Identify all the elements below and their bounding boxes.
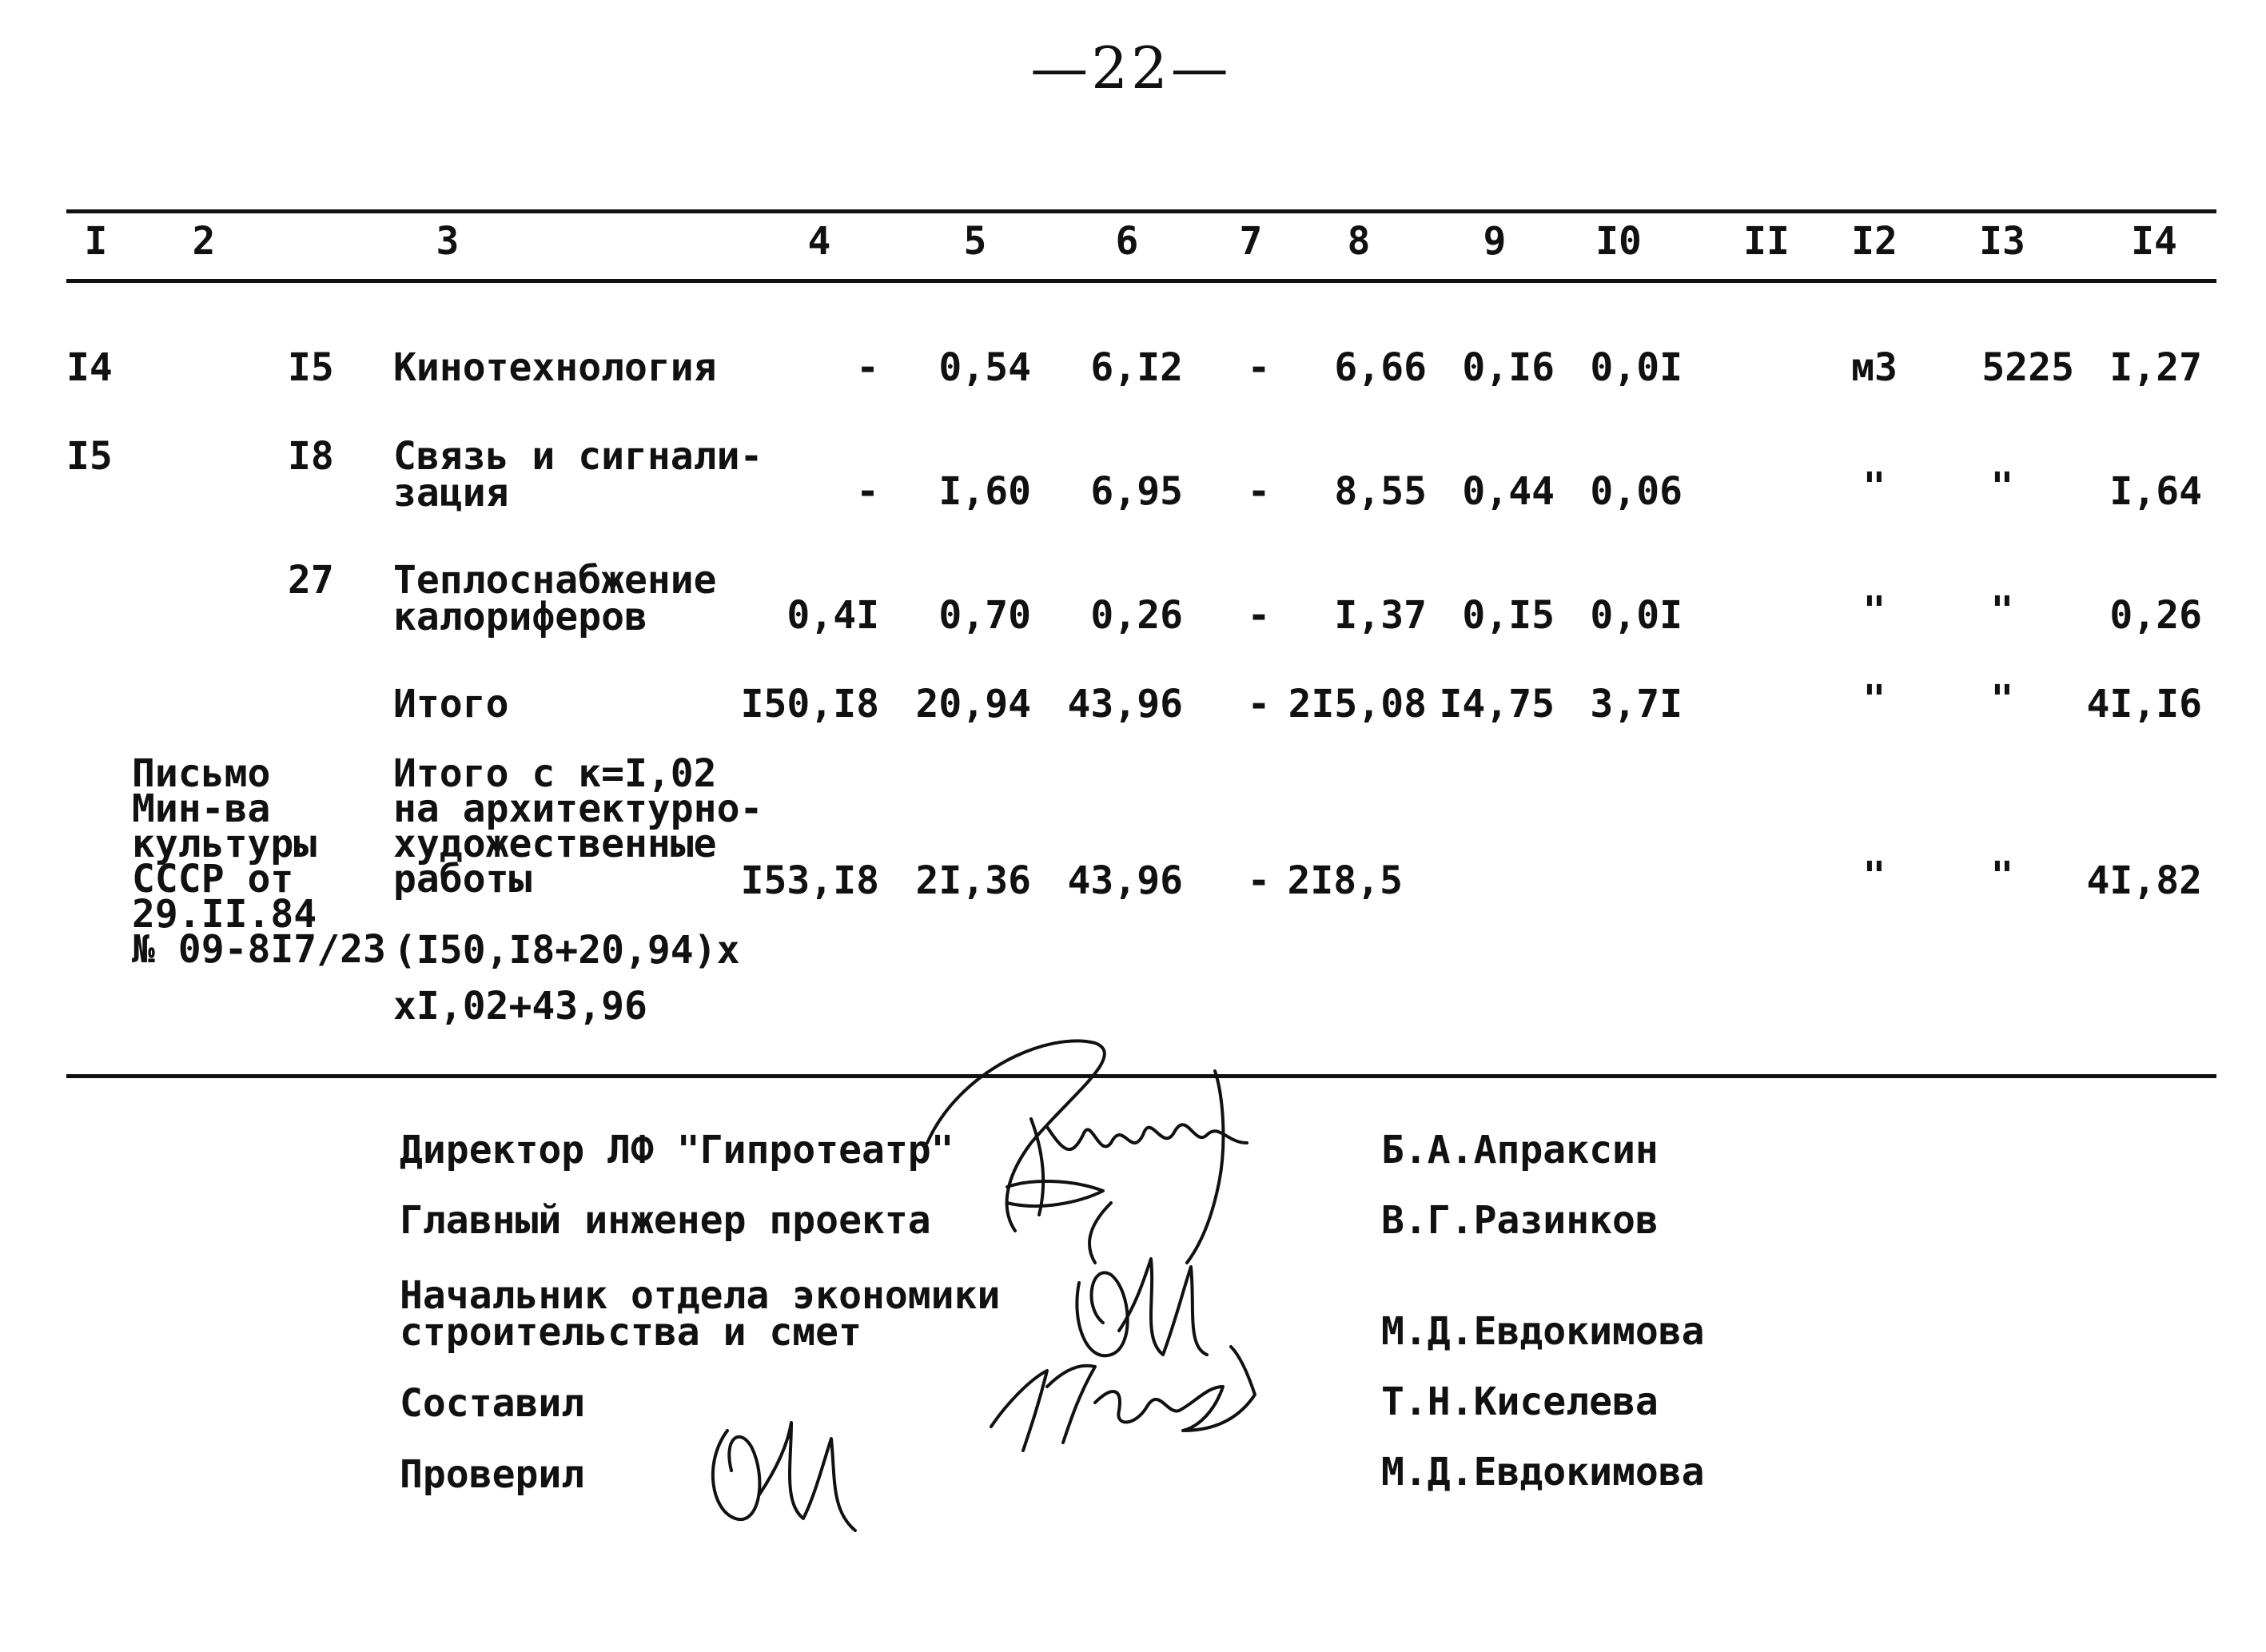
cell-col7: - (1247, 593, 1271, 638)
cell-col13: 5225 (1981, 345, 2074, 390)
cell-col6: 6,95 (1090, 469, 1183, 514)
cell-name: работы (393, 857, 532, 902)
cell-col5: 0,54 (938, 345, 1031, 390)
signatory-role: Директор ЛФ "Гипротеатр" (400, 1128, 954, 1172)
cell-col2: 27 (288, 558, 334, 603)
cell-formula: xI,02+43,96 (393, 984, 647, 1029)
signatory-name: М.Д.Евдокимова (1381, 1450, 1705, 1495)
cell-col7: - (1247, 682, 1271, 726)
cell-col5: I,60 (938, 469, 1031, 514)
cell-col14: I,64 (2109, 469, 2202, 514)
cell-col13: " (1990, 464, 2014, 509)
cell-formula: (I50,I8+20,94)x (393, 928, 740, 973)
page-number: —22— (1030, 34, 1232, 102)
cell-col12: " (1862, 464, 1886, 509)
cell-col6: 6,I2 (1090, 345, 1183, 390)
col-header-12: I2 (1851, 219, 1898, 264)
signatory-role: Начальник отдела экономики строительства и смет (400, 1273, 1001, 1355)
cell-col10: 0,0I (1590, 593, 1683, 638)
col-header-9: 9 (1483, 219, 1507, 264)
cell-name: Связь и сигнали- (393, 434, 763, 479)
cell-col7: - (1247, 858, 1271, 903)
col-header-1: I (84, 219, 108, 264)
cell-col5: 2I,36 (915, 858, 1031, 903)
cell-col9: 0,I6 (1462, 345, 1555, 390)
cell-name: Итого (393, 682, 509, 726)
cell-col10: 0,0I (1590, 345, 1683, 390)
cell-col14: 0,26 (2109, 593, 2202, 638)
cell-col1: I5 (66, 434, 113, 479)
cell-col14: 4I,I6 (2086, 682, 2202, 726)
col-header-13: I3 (1979, 219, 2025, 264)
cell-col4: I53,I8 (740, 858, 879, 903)
col-header-6: 6 (1115, 219, 1139, 264)
col-header-10: I0 (1595, 219, 1642, 264)
cell-col8: I,37 (1334, 593, 1427, 638)
cell-note: СССР от (132, 857, 294, 902)
signatory-name: В.Г.Разинков (1381, 1198, 1659, 1243)
cell-note: Письмо (132, 751, 271, 796)
signatory-role: Главный инженер проекта (400, 1198, 931, 1243)
cell-col12: " (1862, 588, 1886, 633)
cell-name: Итого с к=I,02 (393, 751, 717, 796)
cell-name: художественные (393, 822, 717, 866)
col-header-5: 5 (963, 219, 987, 264)
cell-col2: I8 (288, 434, 334, 479)
col-header-14: I4 (2131, 219, 2177, 264)
cell-col9: 0,I5 (1462, 593, 1555, 638)
cell-col9: I4,75 (1439, 682, 1555, 726)
cell-col7: - (1247, 469, 1271, 514)
col-header-3: 3 (436, 219, 460, 264)
cell-col12: м3 (1851, 345, 1898, 390)
cell-col9: 0,44 (1462, 469, 1555, 514)
checker-signature (695, 1407, 879, 1543)
table-top-rule (66, 209, 2216, 213)
cell-note: культуры (132, 822, 317, 866)
cell-col8: 2I8,5 (1287, 858, 1403, 903)
cell-name: Теплоснабжение (393, 558, 717, 603)
cell-col14: 4I,82 (2086, 858, 2202, 903)
cell-note: № 09-8I7/23 (132, 927, 386, 972)
cell-col13: " (1990, 677, 2014, 722)
cell-col6: 43,96 (1067, 858, 1183, 903)
signatory-name: М.Д.Евдокимова (1381, 1309, 1705, 1354)
cell-col8: 8,55 (1334, 469, 1427, 514)
cell-col13: " (1990, 854, 2014, 898)
cell-col8: 2I5,08 (1288, 682, 1427, 726)
cell-name: калориферов (393, 595, 647, 639)
cell-col10: 3,7I (1590, 682, 1683, 726)
cell-col6: 43,96 (1067, 682, 1183, 726)
cell-col12: " (1862, 677, 1886, 722)
cell-col6: 0,26 (1090, 593, 1183, 638)
cell-col4: 0,4I (787, 593, 879, 638)
cell-name: зация (393, 471, 509, 516)
cell-col4: - (856, 345, 879, 390)
cell-col10: 0,06 (1590, 469, 1683, 514)
compiler-signature (975, 1339, 1279, 1459)
cell-col8: 6,66 (1334, 345, 1427, 390)
cell-col14: I,27 (2109, 345, 2202, 390)
col-header-7: 7 (1239, 219, 1263, 264)
col-header-2: 2 (192, 219, 216, 264)
cell-note: 29.II.84 (132, 892, 317, 937)
cell-col2: I5 (288, 345, 334, 390)
table-header-rule (66, 279, 2216, 283)
cell-col5: 20,94 (915, 682, 1031, 726)
signatory-role: Проверил (400, 1452, 585, 1497)
cell-col13: " (1990, 588, 2014, 633)
cell-col4: I50,I8 (740, 682, 879, 726)
cell-col5: 0,70 (938, 593, 1031, 638)
cell-name: Кинотехнология (393, 345, 717, 390)
cell-col12: " (1862, 854, 1886, 898)
signatory-name: Б.А.Апраксин (1381, 1128, 1659, 1172)
col-header-8: 8 (1347, 219, 1371, 264)
signatory-name: Т.Н.Киселева (1381, 1379, 1659, 1424)
col-header-11: II (1743, 219, 1790, 264)
cell-note: Мин-ва (132, 786, 271, 831)
signatory-role: Составил (400, 1381, 585, 1426)
cell-col4: - (856, 469, 879, 514)
cell-col1: I4 (66, 345, 113, 390)
cell-name: на архитектурно- (393, 786, 763, 831)
col-header-4: 4 (807, 219, 831, 264)
cell-col7: - (1247, 345, 1271, 390)
